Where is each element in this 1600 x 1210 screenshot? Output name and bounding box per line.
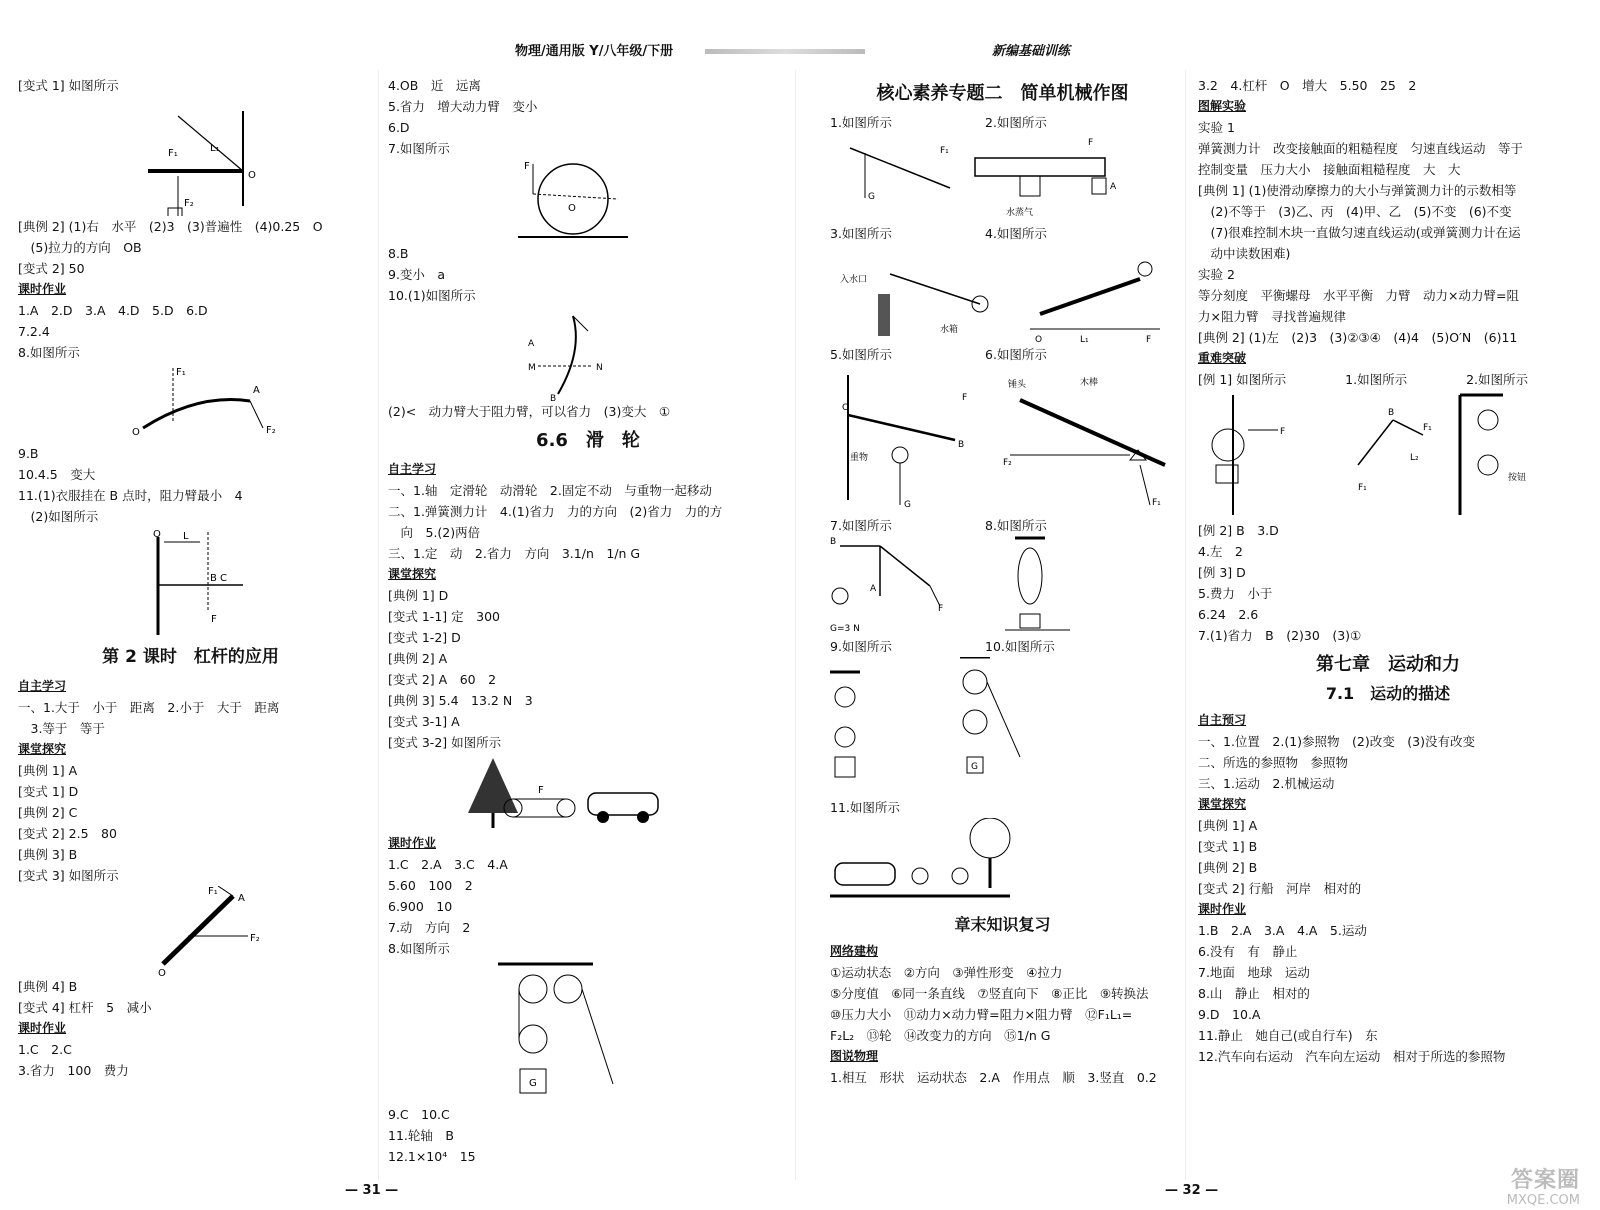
answer-line: 1.B 2.A 3.A 4.A 5.运动 — [1198, 923, 1367, 938]
answer-line: 8.山 静止 相对的 — [1198, 986, 1310, 1001]
section-heading: 自主学习 — [18, 679, 67, 693]
figure-label-button: 按钮 — [1508, 473, 1527, 483]
answer-line: 动中读数困难) — [1198, 246, 1291, 261]
breakthrough-figures — [1198, 390, 1578, 520]
answer-line: 三、1.定 动 2.省力 方向 3.1/n 1/n G — [388, 546, 641, 561]
answer-line: [变式 2] A 60 2 — [388, 672, 497, 687]
clothes-hanger-figure — [18, 527, 358, 639]
answer-line: 二、所选的参照物 参照物 — [1198, 755, 1349, 770]
answer-line: 4.如图所示 — [985, 226, 1047, 241]
answer-line: 11.静止 她自己(或自行车) 东 — [1198, 1028, 1378, 1043]
answer-line: 8.如图所示 — [388, 941, 450, 956]
answer-line: 10.(1)如图所示 — [388, 288, 476, 303]
svg-text:O: O — [568, 203, 576, 214]
roller-figure — [388, 159, 778, 243]
answer-line: [典例 3] B — [18, 847, 78, 862]
answer-line: 9.变小 a — [388, 267, 446, 282]
section-heading: 课堂探究 — [18, 742, 67, 756]
page-divider — [795, 70, 796, 1180]
svg-text:O: O — [153, 529, 161, 540]
svg-text:F₁: F₁ — [208, 886, 218, 897]
answer-line: 4.OB 近 远离 — [388, 78, 481, 93]
answer-line: 10.如图所示 — [985, 639, 1055, 654]
section-heading: 课堂探究 — [1198, 797, 1247, 811]
svg-text:O: O — [248, 170, 256, 181]
answer-line: [变式 1] B — [1198, 839, 1258, 854]
answer-line: (2)如图所示 — [18, 509, 99, 524]
answer-line: [典例 2] C — [18, 805, 78, 820]
answer-line: 3.等于 等于 — [18, 721, 105, 736]
answer-line: 9.B — [18, 446, 39, 461]
answer-line: 5.如图所示 — [830, 347, 892, 362]
answer-line: 3.2 4.杠杆 O 增大 5.50 25 2 — [1198, 78, 1417, 93]
svg-text:G: G — [904, 500, 911, 510]
answer-line: (5)拉力的方向 OB — [18, 240, 142, 255]
answer-line: [例 3] D — [1198, 565, 1246, 580]
answer-line: [典例 4] B — [18, 979, 78, 994]
answer-line: 1.如图所示 — [830, 115, 892, 130]
svg-text:F₁: F₁ — [168, 148, 178, 159]
answer-line: 7.如图所示 — [388, 141, 450, 156]
answer-line: 6.如图所示 — [985, 347, 1047, 362]
answer-line: 7.(1)省力 B (2)30 (3)① — [1198, 628, 1362, 643]
answer-line: 二、1.弹簧测力计 4.(1)省力 力的方向 (2)省力 力的方 — [388, 504, 723, 519]
answer-line: [典例 1] A — [1198, 818, 1258, 833]
figure-label-inlet: 入水口 — [840, 275, 868, 285]
answer-line: 10.4.5 变大 — [18, 467, 96, 482]
figure-label-hammer: 锤头 — [1008, 380, 1027, 390]
svg-text:B: B — [550, 394, 557, 401]
answer-line: [变式 4] 杠杆 5 减小 — [18, 1000, 152, 1015]
svg-text:F: F — [962, 393, 968, 403]
answer-line: 7.如图所示 — [830, 518, 892, 533]
curved-lever-figure — [388, 306, 778, 401]
chapter-review-title: 章末知识复习 — [954, 915, 1051, 934]
answer-line: ①运动状态 ②方向 ③弹性形变 ④拉力 — [830, 965, 1063, 980]
answer-line: 8.B — [388, 246, 409, 261]
answer-line: 实验 1 — [1198, 120, 1235, 135]
answer-line: 5.60 100 2 — [388, 878, 473, 893]
answer-line: 7.地面 地球 运动 — [1198, 965, 1310, 980]
svg-text:F₁: F₁ — [176, 367, 186, 378]
figures-7-8 — [830, 536, 1175, 636]
answer-line: [变式 1] D — [18, 784, 79, 799]
column-3 — [830, 75, 1175, 1088]
answer-line: 向 5.(2)两倍 — [388, 525, 481, 540]
header-left-title: 物理/通用版 Y/八年级/下册 — [515, 44, 674, 59]
answer-line: 5.费力 小于 — [1198, 586, 1273, 601]
svg-text:F₂: F₂ — [1003, 458, 1012, 468]
page-header — [515, 40, 1070, 60]
svg-text:A: A — [528, 339, 535, 349]
section-heading: 网络建构 — [830, 944, 879, 958]
figures-3-4 — [830, 244, 1175, 344]
watermark-logo: 答案圈 — [1510, 1168, 1580, 1193]
answer-line: 11.如图所示 — [830, 800, 900, 815]
svg-text:L₂: L₂ — [1410, 453, 1419, 463]
answer-line: 9.C 10.C — [388, 1107, 450, 1122]
answer-line: 6.900 10 — [388, 899, 453, 914]
answer-line: 12.1×10⁴ 15 — [388, 1149, 476, 1164]
lever-figure-q8 — [18, 363, 358, 443]
figure-label-g3n: G=3 N — [830, 624, 860, 634]
svg-text:A: A — [238, 893, 245, 904]
header-right-title: 新编基础训练 — [991, 44, 1070, 59]
page-number-right: — 32 — — [1165, 1183, 1219, 1198]
section-heading: 课时作业 — [18, 1021, 67, 1035]
answer-line: 4.左 2 — [1198, 544, 1243, 559]
answer-line: (2)不等于 (3)乙、丙 (4)甲、乙 (5)不变 (6)不变 — [1198, 204, 1512, 219]
svg-text:M: M — [528, 363, 536, 373]
answer-line: [典例 2] A — [388, 651, 448, 666]
svg-text:O: O — [132, 427, 140, 438]
answer-line: 3.如图所示 — [830, 226, 892, 241]
answer-line: [变式 3-2] 如图所示 — [388, 735, 502, 750]
section-heading: 图说物理 — [830, 1049, 879, 1063]
answer-line: 11.轮轴 B — [388, 1128, 454, 1143]
answer-line: [典例 1] A — [18, 763, 78, 778]
answer-line: 9.如图所示 — [830, 639, 892, 654]
section-heading: 自主预习 — [1198, 713, 1247, 727]
section-heading: 重难突破 — [1198, 351, 1247, 365]
topic-title: 核心素养专题二 简单机械作图 — [876, 83, 1129, 104]
svg-text:F: F — [1088, 138, 1094, 148]
figure-11 — [830, 818, 1175, 908]
answer-line: [典例 2] (1)左 (2)3 (3)②③④ (4)4 (5)O′N (6)11 — [1198, 330, 1518, 345]
svg-text:N: N — [596, 363, 603, 373]
answer-line: [变式 2] 50 — [18, 261, 85, 276]
svg-text:F₁: F₁ — [1358, 483, 1367, 493]
answer-line: (7)很难控制木块一直做匀速直线运动(或弹簧测力计在运 — [1198, 225, 1521, 240]
answer-line: 2.如图所示 — [1466, 372, 1528, 387]
answer-line: [例 1] 如图所示 — [1198, 372, 1287, 387]
answer-line: [典例 1] D — [388, 588, 449, 603]
answer-line: 三、1.运动 2.机械运动 — [1198, 776, 1335, 791]
answer-line: 等分刻度 平衡螺母 水平平衡 力臂 动力×动力臂=阻 — [1198, 288, 1519, 303]
svg-text:F₁: F₁ — [1423, 423, 1432, 433]
watermark-url: MXQE.COM — [1506, 1193, 1580, 1208]
answer-line: 7.动 方向 2 — [388, 920, 471, 935]
answer-line: ⑤分度值 ⑥同一条直线 ⑦竖直向下 ⑧正比 ⑨转换法 — [830, 986, 1149, 1001]
figures-5-6 — [830, 365, 1175, 515]
figure-label-weight: 重物 — [850, 453, 869, 463]
answer-line: 控制变量 压力大小 接触面粗糙程度 大 大 — [1198, 162, 1461, 177]
lever-figure-variant1 — [18, 96, 358, 216]
tree-car-pulley-figure — [388, 753, 778, 833]
column-1 — [18, 75, 363, 1081]
svg-text:L₁: L₁ — [1080, 335, 1089, 344]
svg-text:F: F — [524, 161, 530, 172]
answer-line: ⑩压力大小 ⑪动力×动力臂=阻力×阻力臂 ⑫F₁L₁= — [830, 1007, 1133, 1022]
svg-text:F₂: F₂ — [266, 425, 276, 436]
answer-line: 1.如图所示 — [1345, 372, 1408, 387]
svg-text:G: G — [529, 1078, 537, 1089]
answer-line: [典例 2] B — [1198, 860, 1258, 875]
column-4 — [1198, 75, 1578, 1067]
svg-text:F₂: F₂ — [250, 933, 260, 944]
lever-figure-variant3 — [18, 886, 358, 976]
svg-text:F₁: F₁ — [940, 146, 949, 156]
section-heading: 课时作业 — [1198, 902, 1247, 916]
lesson-title: 第 2 课时 杠杆的应用 — [102, 647, 279, 667]
answer-line: [典例 2] (1)右 水平 (2)3 (3)普遍性 (4)0.25 O — [18, 219, 323, 234]
svg-text:B: B — [830, 537, 837, 547]
svg-text:B: B — [1388, 408, 1395, 418]
column-divider — [378, 70, 379, 1180]
figures-9-10 — [830, 657, 1175, 797]
svg-text:L: L — [183, 531, 189, 542]
section-heading: 课时作业 — [18, 282, 67, 296]
answer-line: 1.相互 形状 运动状态 2.A 作用点 顺 3.竖直 0.2 — [830, 1070, 1157, 1085]
answer-line: 1.C 2.C — [18, 1042, 72, 1057]
svg-text:F: F — [1280, 427, 1286, 437]
answer-line: 一、1.轴 定滑轮 动滑轮 2.固定不动 与重物一起移动 — [388, 483, 712, 498]
section-title: 7.1 运动的描述 — [1325, 684, 1451, 703]
svg-text:A: A — [253, 385, 260, 396]
figure-label-boil: 水蒸气 — [1006, 208, 1034, 218]
answer-line: 3.省力 100 费力 — [18, 1063, 129, 1078]
answer-line: 6.24 2.6 — [1198, 607, 1259, 622]
answer-line: 12.汽车向右运动 汽车向左运动 相对于所选的参照物 — [1198, 1049, 1506, 1064]
answer-line: 力×阻力臂 寻找普遍规律 — [1198, 309, 1346, 324]
answer-line: 1.C 2.A 3.C 4.A — [388, 857, 508, 872]
section-heading: 课时作业 — [388, 836, 437, 850]
section-heading: 自主学习 — [388, 462, 437, 476]
svg-text:F₁: F₁ — [1152, 498, 1161, 508]
answer-line: 11.(1)衣服挂在 B 点时，阻力臂最小 4 — [18, 488, 243, 503]
answer-line: [变式 3-1] A — [388, 714, 460, 729]
page-number-left: — 31 — — [345, 1183, 399, 1198]
section-title: 6.6 滑 轮 — [536, 430, 640, 451]
answer-line: [典例 3] 5.4 13.2 N 3 — [388, 693, 533, 708]
answer-line: 实验 2 — [1198, 267, 1235, 282]
pulley-block-figure — [388, 959, 778, 1104]
svg-text:F: F — [938, 604, 944, 614]
answer-line: 一、1.位置 2.(1)参照物 (2)改变 (3)没有改变 — [1198, 734, 1475, 749]
answer-line: 1.A 2.D 3.A 4.D 5.D 6.D — [18, 303, 208, 318]
answer-line: [变式 2] 2.5 80 — [18, 826, 117, 841]
svg-text:B C: B C — [210, 573, 228, 584]
answer-line: 2.如图所示 — [985, 115, 1047, 130]
answer-line: 6.D — [388, 120, 410, 135]
header-decoration-bar — [705, 49, 865, 54]
answer-line: 8.如图所示 — [985, 518, 1047, 533]
answer-line: [变式 1-2] D — [388, 630, 461, 645]
figure-label-float: 水箱 — [940, 325, 959, 335]
svg-text:F: F — [538, 785, 544, 796]
figure-label-stick: 木棒 — [1080, 378, 1099, 388]
answer-line: 8.如图所示 — [18, 345, 80, 360]
answer-line: 6.没有 有 静止 — [1198, 944, 1298, 959]
answer-line: 弹簧测力计 改变接触面的粗糙程度 匀速直线运动 等于 — [1198, 141, 1524, 156]
svg-text:O: O — [158, 968, 166, 976]
svg-text:F: F — [1146, 335, 1152, 344]
answer-line: [变式 1-1] 定 300 — [388, 609, 500, 624]
svg-text:G: G — [868, 192, 875, 202]
answer-line: 5.省力 增大动力臂 变小 — [388, 99, 538, 114]
answer-line: [例 2] B 3.D — [1198, 523, 1279, 538]
svg-text:F₂: F₂ — [184, 198, 194, 209]
svg-text:A: A — [870, 584, 877, 594]
column-2 — [388, 75, 788, 1167]
answer-line: [典例 1] (1)使滑动摩擦力的大小与弹簧测力计的示数相等 — [1198, 183, 1517, 198]
section-heading: 课堂探究 — [388, 567, 437, 581]
column-divider — [1185, 70, 1186, 1180]
section-heading: 图解实验 — [1198, 99, 1247, 113]
svg-text:F: F — [211, 614, 217, 625]
answer-line: F₂L₂ ⑬轮 ⑭改变力的方向 ⑮1/n G — [830, 1028, 1051, 1043]
answer-line: [变式 2] 行船 河岸 相对的 — [1198, 881, 1362, 896]
answer-line: 9.D 10.A — [1198, 1007, 1261, 1022]
answer-line: 7.2.4 — [18, 324, 50, 339]
answer-line: (2)< 动力臂大于阻力臂，可以省力 (3)变大 ① — [388, 404, 671, 419]
figures-1-2 — [830, 133, 1175, 223]
svg-text:O: O — [842, 403, 850, 413]
answer-line: 一、1.大于 小于 距离 2.小于 大于 距离 — [18, 700, 280, 715]
svg-text:G: G — [971, 762, 978, 772]
chapter-title: 第七章 运动和力 — [1316, 654, 1460, 675]
answer-line: [变式 3] 如图所示 — [18, 868, 119, 883]
svg-text:L₁: L₁ — [210, 143, 220, 154]
svg-text:A: A — [1110, 182, 1117, 192]
answer-line: [变式 1] 如图所示 — [18, 78, 119, 93]
svg-text:O: O — [1035, 335, 1043, 344]
svg-text:B: B — [958, 440, 965, 450]
